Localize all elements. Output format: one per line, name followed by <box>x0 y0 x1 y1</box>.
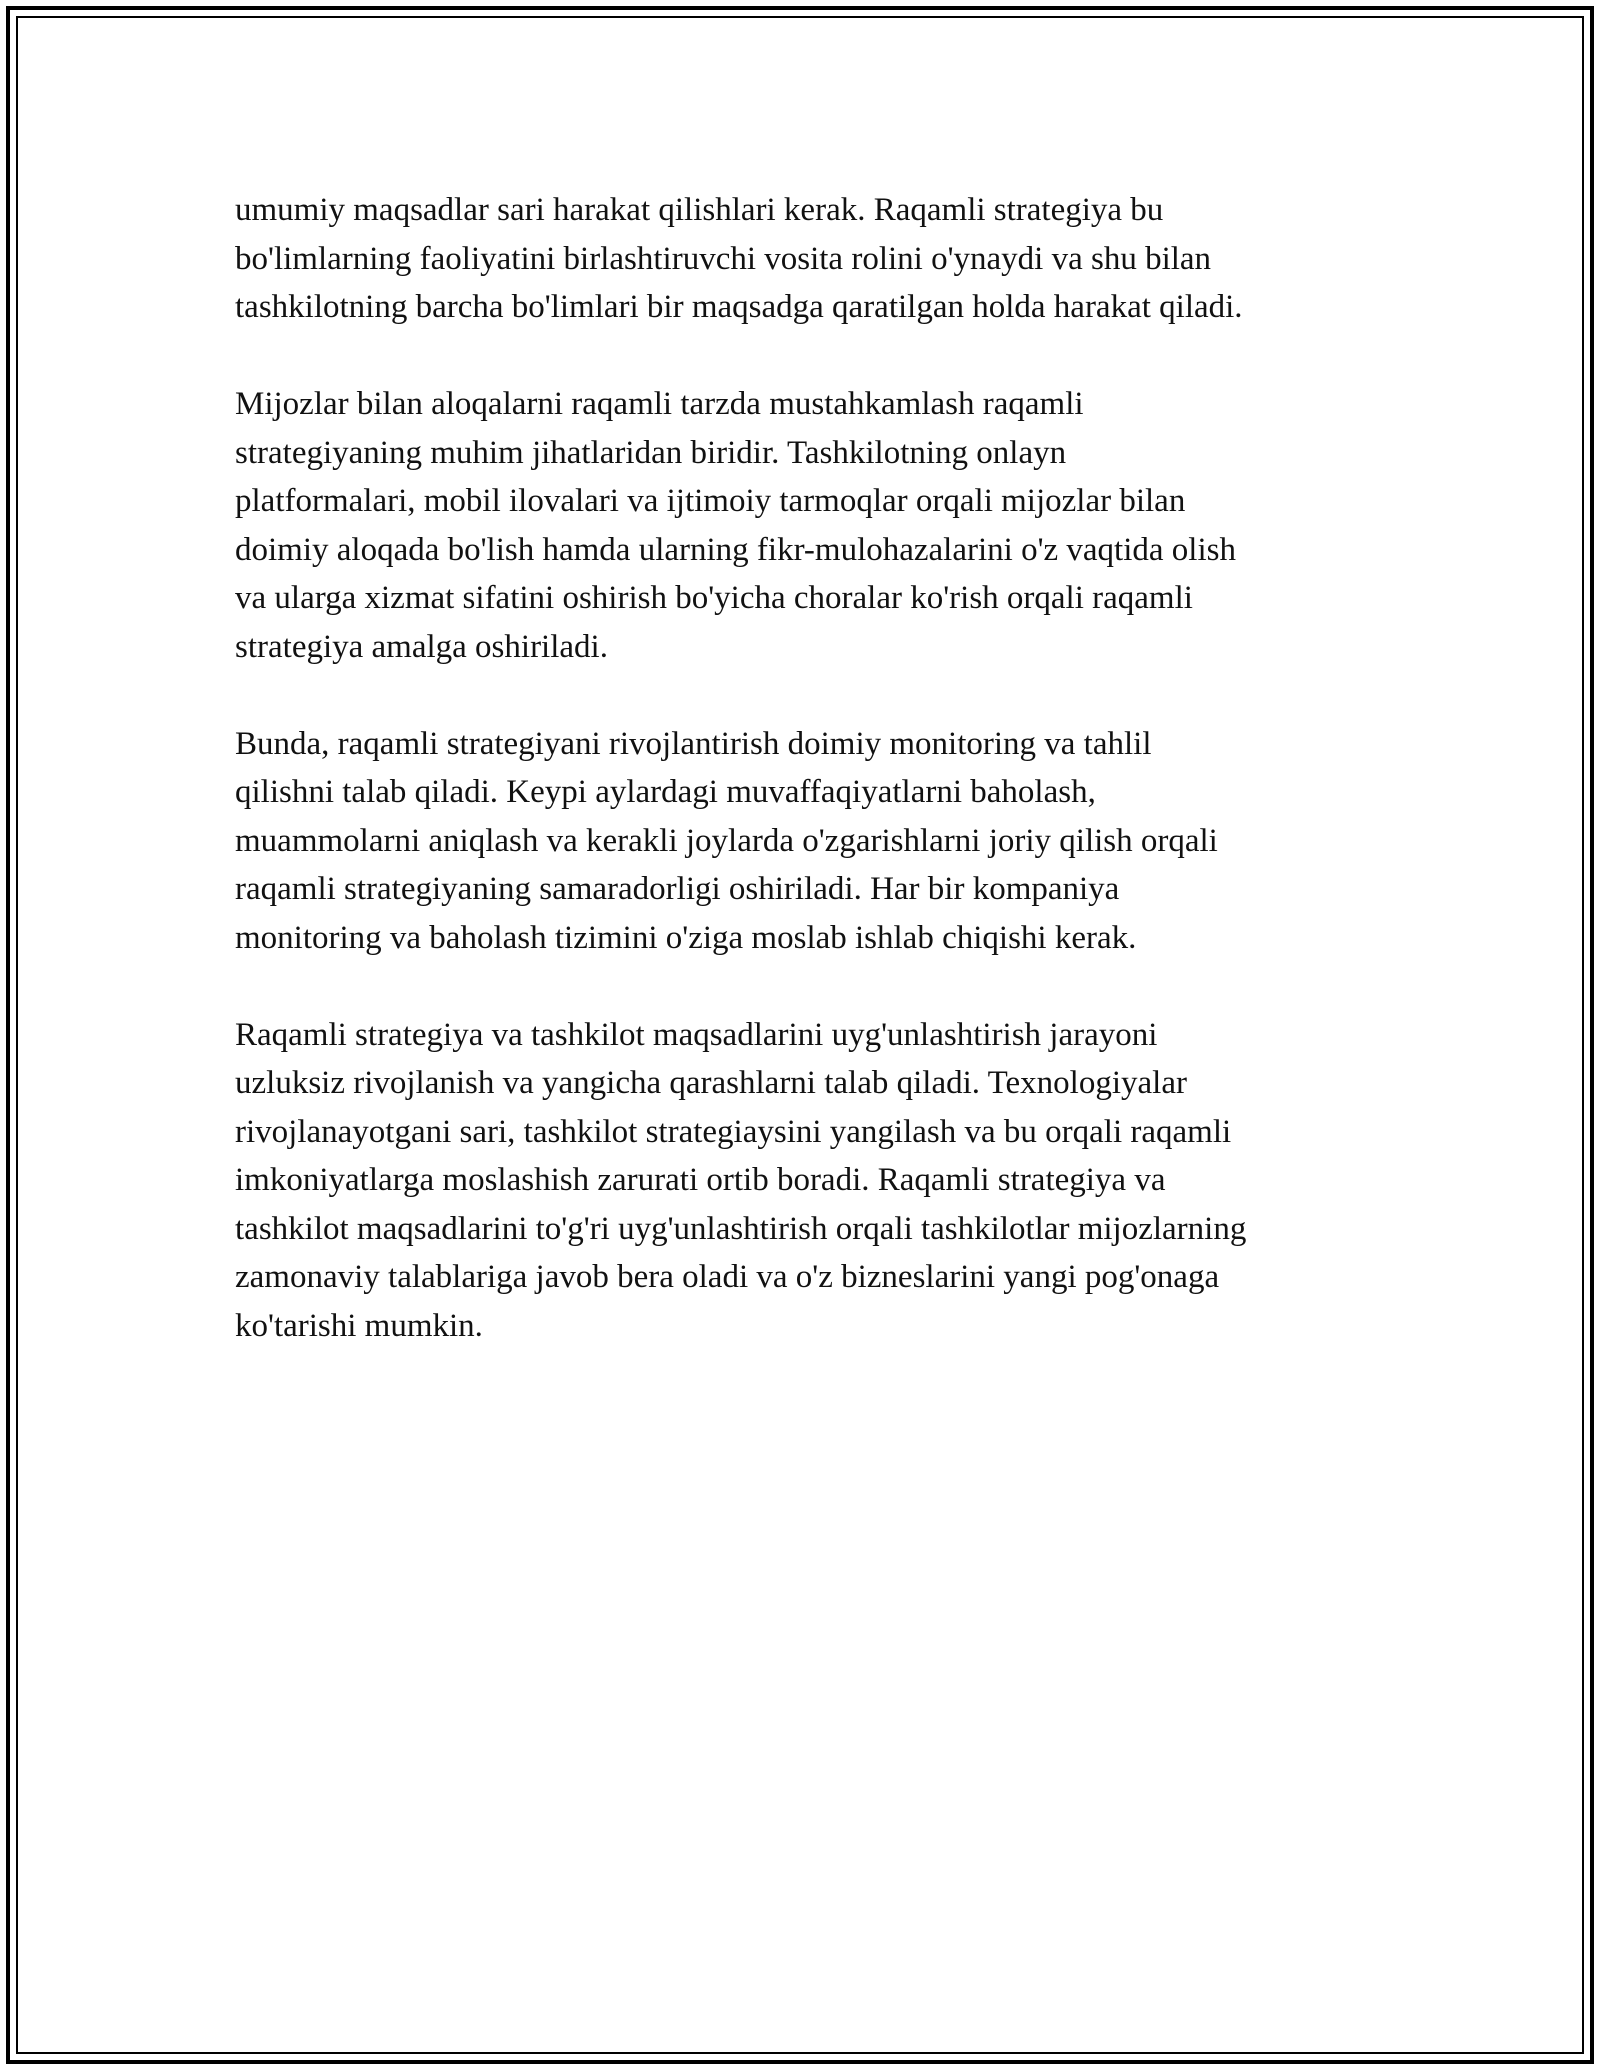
paragraph-4: Raqamli strategiya va tashkilot maqsadlarini uyg'unlashtirish jarayoni uzluksiz rivojlanish va yangicha qarashlarni talab qiladi. Texnologiyalar rivojlanayotgani sari, tashkilot strategiaysini yangilash va bu orqali raqamli imkoniyatlarga moslashish zarurati ortib boradi. Raqamli strategiya va tashkilot maqsadlarini to'g'ri uyg'unlashtirish orqali tashkilotlar mijozlarning zamonaviy talablariga javob bera oladi va o'z bizneslarini yangi pog'onaga ko'tarishi mumkin. <box>235 1016 1247 1344</box>
document-body <box>235 186 1385 1399</box>
paragraph-2: Mijozlar bilan aloqalarni raqamli tarzda mustahkamlash raqamli strategiyaning muhim jihatlaridan biridir. Tashkilotning onlayn platformalari, mobil ilovalari va ijtimoiy tarmoqlar orqali mijozlar bilan doimiy aloqada bo'lish hamda ularning fikr-mulohazalarini o'z vaqtida olish va ularga xizmat sifatini oshirish bo'yicha choralar ko'rish orqali raqamli strategiya amalga oshiriladi. <box>235 386 1236 665</box>
paragraph-1: umumiy maqsadlar sari harakat qilishlari kerak. Raqamli strategiya bu bo'limlarning faoliyatini birlashtiruvchi vosita rolini o'ynaydi va shu bilan tashkilotning barcha bo'limlari bir maqsadga qaratilgan holda harakat qiladi. <box>235 192 1243 325</box>
paragraph-3: Bunda, raqamli strategiyani rivojlantirish doimiy monitoring va tahlil qilishni talab qiladi. Keypi aylardagi muvaffaqiyatlarni baholash, muammolarni aniqlash va kerakli joylarda o'zgarishlarni joriy qilish orqali raqamli strategiyaning samaradorligi oshiriladi. Har bir kompaniya monitoring va baholash tizimini o'ziga moslab ishlab chiqishi kerak. <box>235 725 1218 956</box>
